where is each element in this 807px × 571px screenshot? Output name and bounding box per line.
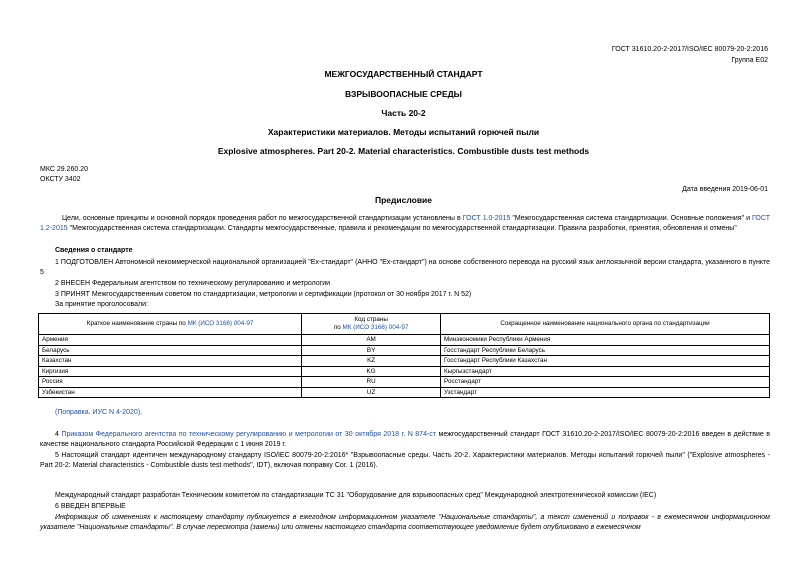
info-item-1: 1 ПОДГОТОВЛЕН Автономной некоммерческой национальной организацией "Ех-стандарт" (АННО "Ех-стандарт") на основе собственного перевода на русский язык англоязычной версии стандарта, указанного в пункте 5 bbox=[40, 259, 770, 276]
international-standard-note: Международный стандарт разработан Техническим комитетом по стандартизации ТС 31 "Оборудование для взрывоопасных сред" Международной электротехнической комиссии (IEC) bbox=[55, 492, 657, 499]
body-cell: Минэкономики Республики Армения bbox=[441, 335, 770, 346]
standard-info-heading: Сведения о стандарте bbox=[55, 247, 133, 254]
body-cell: Госстандарт Республики Беларусь bbox=[441, 345, 770, 356]
amendment-note: (Поправка. ИУС N 4-2020). bbox=[55, 409, 143, 416]
introduction-date: Дата введения 2019-06-01 bbox=[682, 186, 768, 193]
changes-info-paragraph: Информация об изменениях к настоящему стандарту публикуется в ежегодном информационном указателе "Национальные стандарты", а текст изменений и поправок - в ежемесячном информационном указателе "Национальные стандарты". В случае пересмотра (замены) или отмены настоящего стандарта соответствующее уведомление будет опубликовано в ежемесячном bbox=[40, 514, 770, 531]
subtitle-russian: Характеристики материалов. Методы испытаний горючей пыли bbox=[267, 127, 540, 137]
okstu-code: ОКСТУ 3402 bbox=[40, 176, 81, 183]
foreword-paragraph: Цели, основные принципы и основной порядок проведения работ по межгосударственной стандартизации установлены в ГОСТ 1.0-2015 "Межгосударственная система стандартизации. Основные положения" и ГОСТ 1.2-2015 "Межгосударственная система стандартизации. Стандарты межгосударственные, правила и рекомендации по межгосударственной стандартизации. Правила разработки, принятия, обновления и отмены" bbox=[40, 215, 770, 232]
info-item-5: 5 Настоящий стандарт идентичен международному стандарту ISO/IEC 80079-20-2:2016* "Взрывоопасные среды. Часть 20-2. Характеристики материалов. Методы испытаний горючей пыли" ("Explosive atmospheres - Part 20-2: Material characteristics - Combustible dusts test methods", IDT), включая поправку Cor. 1 (2016). bbox=[40, 452, 770, 469]
gost-1-2-link[interactable]: ГОСТ 1.2-2015 bbox=[40, 215, 770, 232]
code-cell: UZ bbox=[302, 387, 441, 398]
column-header-country: Краткое наименование страны по МК (ИСО 3166) 004-97 bbox=[39, 314, 302, 335]
code-cell: KG bbox=[302, 366, 441, 377]
standard-group: Группа Е02 bbox=[731, 57, 768, 64]
subtitle-english: Explosive atmospheres. Part 20-2. Material characteristics. Combustible dusts test methods bbox=[217, 146, 590, 156]
body-cell: Госстандарт Республики Казахстан bbox=[441, 356, 770, 367]
info-item-4: 4 Приказом Федерального агентства по техническому регулированию и метрологии от 30 октября 2018 г. N 874-ст межгосударственный стандарт ГОСТ 31610.20-2-2017/ISO/IEC 80079-20-2:2016 введен в действие в качестве национального стандарта Российской Федерации с 1 июня 2019 г. bbox=[40, 431, 771, 448]
mk-iso-link[interactable]: МК (ИСО 3166) 004-97 bbox=[187, 320, 254, 327]
country-cell: Киргизия bbox=[39, 366, 302, 377]
mks-code: МКС 29.260.20 bbox=[40, 166, 88, 173]
table-row bbox=[39, 387, 770, 398]
info-item-2: 2 ВНЕСЕН Федеральным агентством по техническому регулированию и метрологии bbox=[55, 280, 331, 287]
table-row bbox=[39, 345, 770, 356]
code-cell: BY bbox=[302, 345, 441, 356]
table-row bbox=[39, 377, 770, 388]
amendment-link[interactable]: (Поправка. ИУС N 4-2020) bbox=[55, 409, 141, 416]
code-cell: RU bbox=[302, 377, 441, 388]
body-cell: Росстандарт bbox=[441, 377, 770, 388]
standard-designation: ГОСТ 31610.20-2-2017/ISO/IEC 80079-20-2:2016 bbox=[611, 46, 768, 53]
document-part: Часть 20-2 bbox=[381, 108, 426, 118]
column-header-body: Сокращенное наименование национального органа по стандартизации bbox=[441, 314, 770, 335]
mk-iso-link[interactable]: МК (ИСО 3166) 004-97 bbox=[342, 324, 409, 331]
country-cell: Беларусь bbox=[39, 345, 302, 356]
code-cell: KZ bbox=[302, 356, 441, 367]
body-cell: Кыргызстандарт bbox=[441, 366, 770, 377]
table-row bbox=[39, 335, 770, 346]
country-cell: Казахстан bbox=[39, 356, 302, 367]
info-item-6: 6 ВВЕДЕН ВПЕРВЫЕ bbox=[55, 503, 126, 510]
column-header-code: Код страны по МК (ИСО 3166) 004-97 bbox=[302, 314, 441, 335]
document-name: ВЗРЫВООПАСНЫЕ СРЕДЫ bbox=[344, 89, 462, 99]
code-cell: AM bbox=[302, 335, 441, 346]
gost-1-0-link[interactable]: ГОСТ 1.0-2015 bbox=[462, 215, 511, 222]
table-row bbox=[39, 366, 770, 377]
foreword-heading: Предисловие bbox=[374, 195, 433, 205]
voted-label: За принятие проголосовали: bbox=[55, 301, 148, 308]
body-cell: Узстандарт bbox=[441, 387, 770, 398]
info-item-3: 3 ПРИНЯТ Межгосударственным советом по стандартизации, метрологии и сертификации (протокол от 30 ноября 2017 г. N 52) bbox=[55, 291, 472, 298]
table-row bbox=[39, 356, 770, 367]
country-cell: Россия bbox=[39, 377, 302, 388]
voting-states-table bbox=[38, 313, 770, 398]
table-header-row bbox=[39, 314, 770, 335]
order-link[interactable]: Приказом Федерального агентства по техническому регулированию и метрологии от 30 октября 2018 г. N 874-ст bbox=[61, 431, 437, 438]
country-cell: Армения bbox=[39, 335, 302, 346]
country-cell: Узбекистан bbox=[39, 387, 302, 398]
document-type: МЕЖГОСУДАРСТВЕННЫЙ СТАНДАРТ bbox=[324, 69, 483, 79]
